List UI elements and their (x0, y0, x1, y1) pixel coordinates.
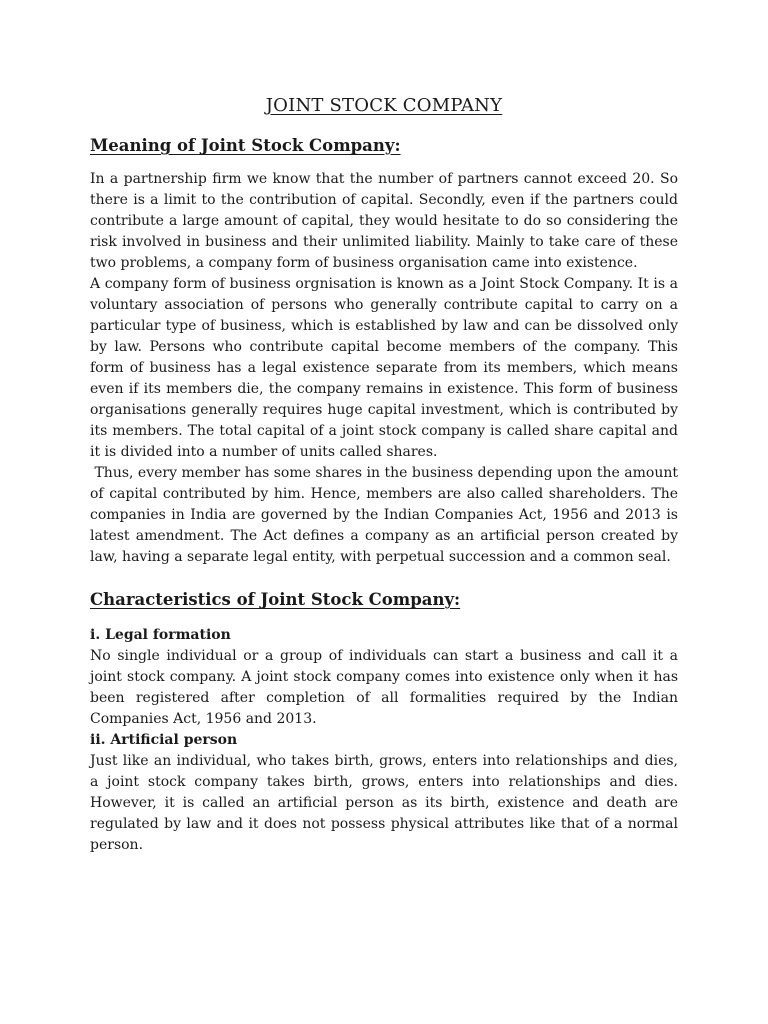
characteristic-heading-artificial-person: ii. Artificial person (90, 732, 238, 748)
section-heading-meaning: Meaning of Joint Stock Company: (90, 136, 401, 155)
meaning-paragraph-2: A company form of business orgnisation is known as a Joint Stock Company. It is a voluntary association of persons who generally contribute capital to carry on a particular type of business, which is established by law and can be dissolved only by law. Persons who contribute capital become members of the company. This form of business has a legal existence separate from its members, which means even if its members die, the company remains in existence. This form of business organisations generally requires huge capital investment, which is contributed by its members. The total capital of a joint stock company is called share capital and it is divided into a number of units called shares. (90, 276, 678, 460)
characteristic-text-legal-formation: No single individual or a group of individuals can start a business and call it a joint stock company. A joint stock company comes into existence only when it has been registered after completion of all formalities required by the Indian Companies Act, 1956 and 2013. (90, 648, 678, 727)
characteristic-heading-legal-formation: i. Legal formation (90, 627, 231, 643)
document-page (90, 92, 683, 856)
meaning-paragraph-1: In a partnership firm we know that the number of partners cannot exceed 20. So there is a limit to the contribution of capital. Secondly, even if the partners could contribute a large amount of capital, they would hesitate to do so considering the risk involved in business and their unlimited liability. Mainly to take care of these two problems, a company form of business organisation came into existence. (90, 171, 678, 271)
meaning-paragraph-3: Thus, every member has some shares in the business depending upon the amount of capital contributed by him. Hence, members are also called shareholders. The companies in India are governed by the Indian Companies Act, 1956 and 2013 is latest amendment. The Act defines a company as an artificial person created by law, having a separate legal entity, with perpetual succession and a common seal. (90, 465, 683, 565)
document-title: JOINT STOCK COMPANY (265, 95, 503, 116)
section-heading-characteristics: Characteristics of Joint Stock Company: (90, 590, 461, 609)
characteristic-text-artificial-person: Just like an individual, who takes birth, grows, enters into relationships and dies, a joint stock company takes birth, grows, enters into relationships and dies. However, it is called an artificial person as its birth, existence and death are regulated by law and it does not possess physical attributes like that of a normal person. (90, 753, 678, 853)
